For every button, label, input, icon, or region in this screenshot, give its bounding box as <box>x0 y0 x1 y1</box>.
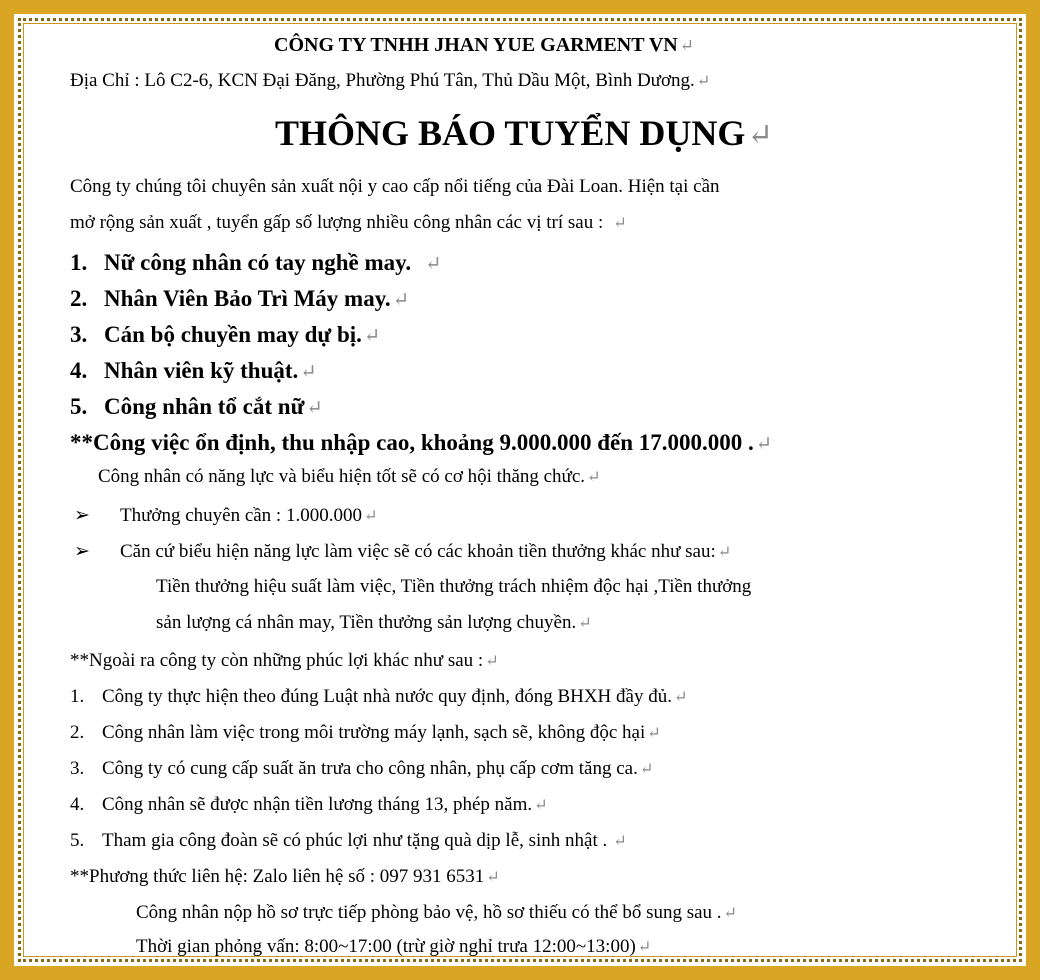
border-inner-dots <box>18 18 1022 962</box>
paragraph-mark: ↵ <box>306 398 323 419</box>
paragraph-mark: ↵ <box>587 469 601 486</box>
bonus-detail-line-2: sản lượng cá nhân may, Tiền thưởng sản lượng chuyền. ↵ <box>156 612 592 633</box>
benefit-item: 5. Tham gia công đoàn sẽ có phúc lợi như tặng quà dịp lễ, sinh nhật . ↵ <box>70 830 627 851</box>
position-item: 3. Cán bộ chuyền may dự bị. ↵ <box>70 322 381 347</box>
paragraph-mark: ↵ <box>723 905 738 922</box>
contact-line: **Phương thức liên hệ: Zalo liên hệ số : 097 931 6531 ↵ <box>70 866 500 887</box>
paragraph-mark: ↵ <box>639 761 654 778</box>
paragraph-mark: ↵ <box>578 615 592 632</box>
border-inner-line <box>23 23 1017 957</box>
paragraph-mark: ↵ <box>696 73 711 90</box>
position-item: 4. Nhân viên kỹ thuật. ↵ <box>70 358 317 383</box>
paragraph-mark: ↵ <box>363 326 381 347</box>
paragraph-mark: ↵ <box>392 290 410 311</box>
page-title: THÔNG BÁO TUYỂN DỤNG↵ <box>275 113 774 153</box>
application-line: Công nhân nộp hồ sơ trực tiếp phòng bảo vệ, hồ sơ thiếu có thể bổ sung sau . ↵ <box>136 902 738 923</box>
position-item: 2. Nhân Viên Bảo Trì Máy may. ↵ <box>70 286 410 311</box>
bonus-item: ➢ Thưởng chuyên cần : 1.000.000 ↵ <box>74 505 378 526</box>
paragraph-mark: ↵ <box>673 689 688 706</box>
benefits-heading: **Ngoài ra công ty còn những phúc lợi khác như sau : ↵ <box>70 650 499 671</box>
bonus-detail-line-1: Tiền thưởng hiệu suất làm việc, Tiền thưởng trách nhiệm độc hại ,Tiền thưởng <box>156 576 752 597</box>
paragraph-mark: ↵ <box>363 508 378 525</box>
arrow-bullet-icon: ➢ <box>74 505 90 526</box>
paragraph-mark: ↵ <box>300 362 317 383</box>
position-item: 1. Nữ công nhân có tay nghề may. ↵ <box>70 250 442 275</box>
promotion-line: Công nhân có năng lực và biểu hiện tốt sẽ có cơ hội thăng chức. ↵ <box>98 466 601 487</box>
paragraph-mark: ↵ <box>534 797 548 814</box>
benefit-item: 4. Công nhân sẽ được nhận tiền lương tháng 13, phép năm. ↵ <box>70 794 548 815</box>
benefit-item: 1. Công ty thực hiện theo đúng Luật nhà nước quy định, đóng BHXH đầy đủ. ↵ <box>70 686 688 707</box>
interview-time-line: Thời gian phỏng vấn: 8:00~17:00 (trừ giờ nghỉ trưa 12:00~13:00) ↵ <box>136 936 652 957</box>
paragraph-mark: ↵ <box>747 118 774 152</box>
bonus-item: ➢ Căn cứ biểu hiện năng lực làm việc sẽ có các khoản tiền thưởng khác như sau: ↵ <box>74 541 732 562</box>
salary-line: **Công việc ổn định, thu nhập cao, khoảng 9.000.000 đến 17.000.000 . ↵ <box>70 430 773 455</box>
paragraph-mark: ↵ <box>485 653 499 670</box>
paragraph-mark: ↵ <box>637 939 652 956</box>
paragraph-mark: ↵ <box>679 36 694 55</box>
paragraph-mark: ↵ <box>717 544 732 561</box>
company-address: Địa Chỉ : Lô C2-6, KCN Đại Đăng, Phường Phú Tân, Thủ Dầu Một, Bình Dương. ↵ <box>70 70 711 91</box>
company-name: CÔNG TY TNHH JHAN YUE GARMENT VN ↵ <box>274 34 694 56</box>
paragraph-mark: ↵ <box>613 215 627 232</box>
intro-line-1: Công ty chúng tôi chuyên sản xuất nội y cao cấp nổi tiếng của Đài Loan. Hiện tại cần <box>70 176 720 197</box>
intro-line-2: mở rộng sản xuất , tuyển gấp số lượng nhiều công nhân các vị trí sau : ↵ <box>70 212 627 233</box>
paragraph-mark: ↵ <box>425 254 442 275</box>
paragraph-mark: ↵ <box>613 833 627 850</box>
arrow-bullet-icon: ➢ <box>74 541 90 562</box>
benefit-item: 2. Công nhân làm việc trong môi trường máy lạnh, sạch sẽ, không độc hại ↵ <box>70 722 661 743</box>
benefit-item: 3. Công ty có cung cấp suất ăn trưa cho công nhân, phụ cấp cơm tăng ca. ↵ <box>70 758 654 779</box>
paragraph-mark: ↵ <box>647 725 661 742</box>
paragraph-mark: ↵ <box>755 434 773 455</box>
paragraph-mark: ↵ <box>486 869 500 886</box>
position-item: 5. Công nhân tổ cắt nữ ↵ <box>70 394 323 419</box>
